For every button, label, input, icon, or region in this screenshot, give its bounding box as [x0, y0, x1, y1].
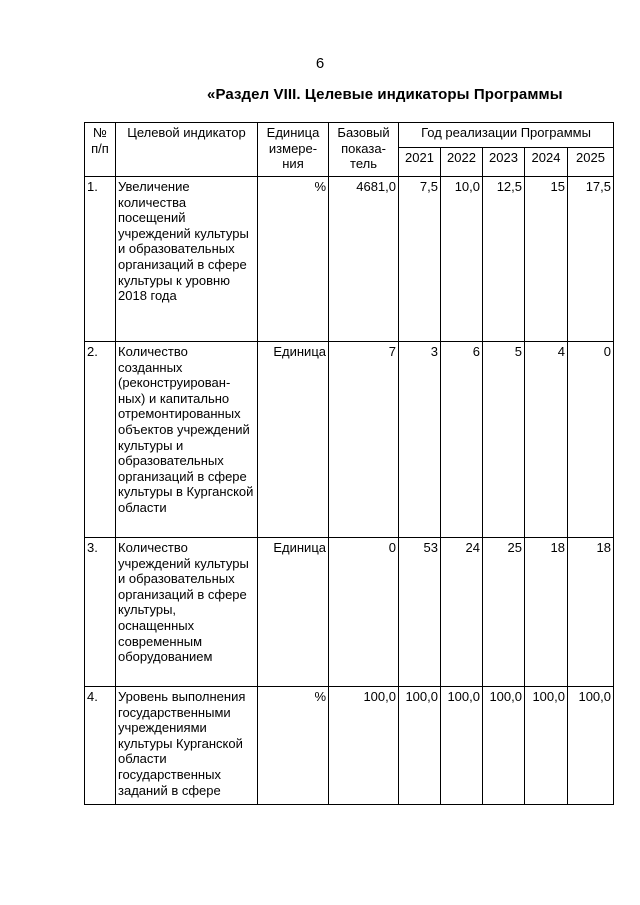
year-value: 6: [441, 342, 483, 538]
base-value: 0: [329, 538, 399, 687]
table-row: [85, 177, 614, 342]
year-value: 4: [525, 342, 568, 538]
section-title: «Раздел VIII. Целевые индикаторы Программы: [207, 86, 563, 103]
header-base: Базовый показа-тель: [329, 123, 399, 177]
year-value: 25: [483, 538, 525, 687]
header-unit: Единица измере-ния: [258, 123, 329, 177]
year-value: 18: [568, 538, 614, 687]
year-value: 10,0: [441, 177, 483, 342]
header-year: 2023: [483, 148, 525, 177]
unit-cell: %: [258, 687, 329, 805]
year-value: 17,5: [568, 177, 614, 342]
base-value: 7: [329, 342, 399, 538]
year-value: 12,5: [483, 177, 525, 342]
unit-cell: Единица: [258, 538, 329, 687]
header-year: 2025: [568, 148, 614, 177]
year-value: 100,0: [483, 687, 525, 805]
indicator-name: Увеличение количества посещений учреждений культуры и образовательных организаций в сфере культуры к уровню 2018 года: [116, 177, 258, 342]
header-num: № п/п: [85, 123, 116, 177]
indicator-name: Количество учреждений культуры и образовательных организаций в сфере культуры, оснащенных современным оборудованием: [116, 538, 258, 687]
unit-cell: %: [258, 177, 329, 342]
indicator-name: Количество созданных (реконструирован-ных) и капитально отремонтированных объектов учреждений культуры и образовательных организаций в сфере культуры в Курганской области: [116, 342, 258, 538]
row-number: 3.: [85, 538, 116, 687]
table-row: [85, 342, 614, 538]
unit-cell: Единица: [258, 342, 329, 538]
base-value: 4681,0: [329, 177, 399, 342]
header-row-top: [85, 123, 614, 148]
header-indicator: Целевой индикатор: [116, 123, 258, 177]
table-row: [85, 687, 614, 805]
year-value: 18: [525, 538, 568, 687]
year-value: 53: [399, 538, 441, 687]
page-number: 6: [315, 55, 325, 72]
indicator-name: Уровень выполнения государственными учреждениями культуры Курганской области государственных заданий в сфере: [116, 687, 258, 805]
row-number: 1.: [85, 177, 116, 342]
year-value: 100,0: [441, 687, 483, 805]
row-number: 4.: [85, 687, 116, 805]
year-value: 3: [399, 342, 441, 538]
year-value: 5: [483, 342, 525, 538]
year-value: 7,5: [399, 177, 441, 342]
indicators-table: [84, 122, 614, 805]
base-value: 100,0: [329, 687, 399, 805]
header-year: 2021: [399, 148, 441, 177]
year-value: 15: [525, 177, 568, 342]
year-value: 100,0: [568, 687, 614, 805]
year-value: 100,0: [525, 687, 568, 805]
year-value: 24: [441, 538, 483, 687]
header-year: 2022: [441, 148, 483, 177]
row-number: 2.: [85, 342, 116, 538]
header-years-group: Год реализации Программы: [399, 123, 614, 148]
table-row: [85, 538, 614, 687]
header-year: 2024: [525, 148, 568, 177]
year-value: 100,0: [399, 687, 441, 805]
year-value: 0: [568, 342, 614, 538]
